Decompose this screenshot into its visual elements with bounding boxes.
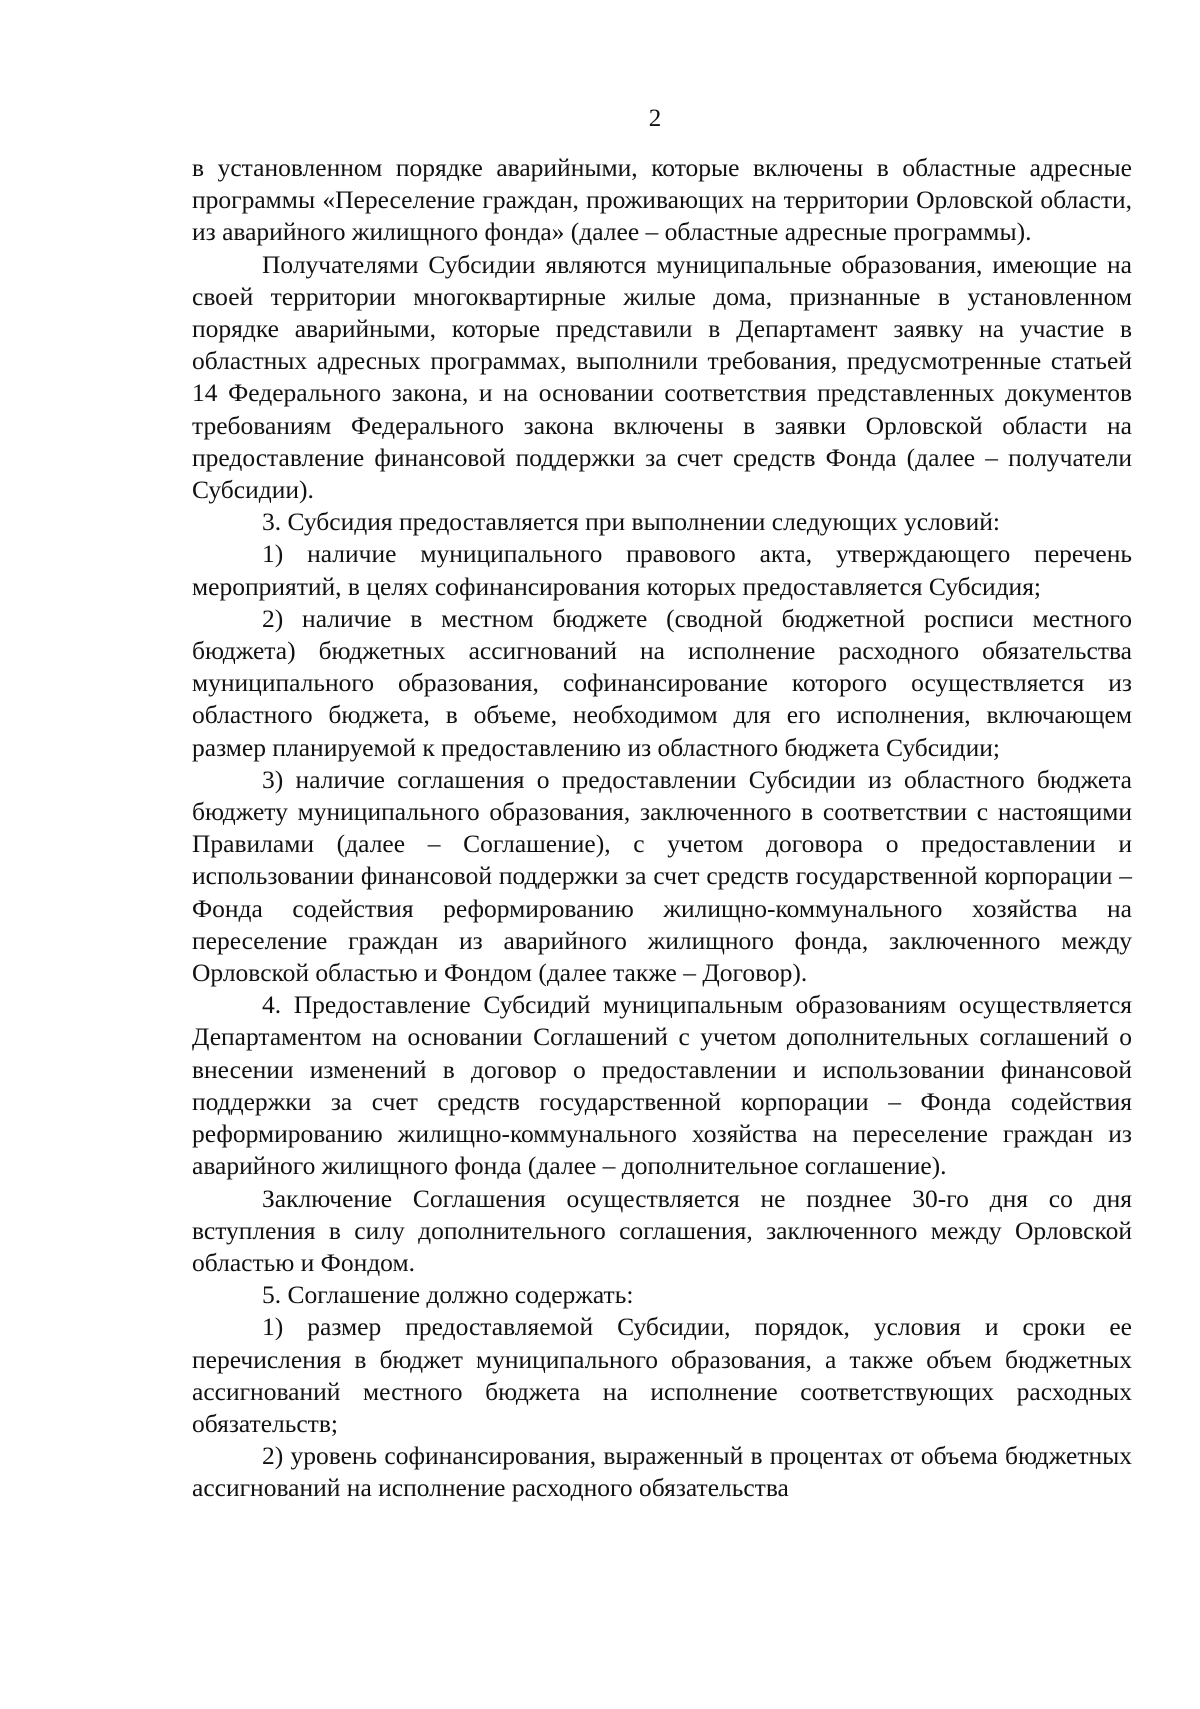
paragraph-item-3: 3. Субсидия предоставляется при выполнении следующих условий: xyxy=(262,507,1000,537)
paragraph-agreement-conclusion: Заключение Соглашения осуществляется не позднее 30-го дня со дня вступления в силу дополнительного соглашения, заключенного между Орловской областью и Фондом. xyxy=(192,1183,1132,1277)
paragraph-condition-2: 2) наличие в местном бюджете (сводной бюджетной росписи местного бюджета) бюджетных ассигнований на исполнение расходного обязательства муниципального образования, софинансирование которого осуществляется из областного бюджета, в объеме, необходимом для его исполнения, включающем размер планируемой к предоставлению из областного бюджета Субсидии; xyxy=(192,603,1132,762)
paragraph-condition-1: 1) наличие муниципального правового акта, утверждающего перечень мероприятий, в целях софинансирования которых предоставляется Субсидия; xyxy=(192,539,1132,601)
paragraph-continuation: в установленном порядке аварийными, которые включены в областные адресные программы «Переселение граждан, проживающих на территории Орловской области, из аварийного жилищного фонда» (далее – областные адресные программы). xyxy=(192,153,1132,247)
document-body xyxy=(192,152,1132,1505)
page-number: 2 xyxy=(648,105,662,132)
paragraph-content-2: 2) уровень софинансирования, выраженный в процентах от объема бюджетных ассигнований на исполнение расходного обязательства xyxy=(192,1441,1132,1503)
paragraph-item-5: 5. Соглашение должно содержать: xyxy=(262,1280,634,1310)
paragraph-recipients: Получателями Субсидии являются муниципальные образования, имеющие на своей территории многоквартирные жилые дома, признанные в установленном порядке аварийными, которые представили в Департамент заявку на участие в областных адресных программах, выполнили требования, предусмотренные статьей 14 Федерального закона, и на основании соответствия представленных документов требованиям Федерального закона включены в заявки Орловской области на предоставление финансовой поддержки за счет средств Фонда (далее – получатели Субсидии). xyxy=(192,249,1132,505)
paragraph-condition-3: 3) наличие соглашения о предоставлении Субсидии из областного бюджета бюджету муниципального образования, заключенного в соответствии с настоящими Правилами (далее – Соглашение), с учетом договора о предоставлении и использовании финансовой поддержки за счет средств государственной корпорации – Фонда содействия реформированию жилищно-коммунального хозяйства на переселение граждан из аварийного жилищного фонда, заключенного между Орловской областью и Фондом (далее также – Договор). xyxy=(192,764,1132,988)
paragraph-item-4: 4. Предоставление Субсидий муниципальным образованиям осуществляется Департаментом на основании Соглашений с учетом дополнительных соглашений о внесении изменений в договор о предоставлении и использовании финансовой поддержки за счет средств государственной корпорации – Фонда содействия реформированию жилищно-коммунального хозяйства на переселение граждан из аварийного жилищного фонда (далее – дополнительное соглашение). xyxy=(192,990,1132,1181)
paragraph-content-1: 1) размер предоставляемой Субсидии, порядок, условия и сроки ее перечисления в бюджет муниципального образования, а также объем бюджетных ассигнований местного бюджета на исполнение соответствующих расходных обязательств; xyxy=(192,1312,1132,1438)
